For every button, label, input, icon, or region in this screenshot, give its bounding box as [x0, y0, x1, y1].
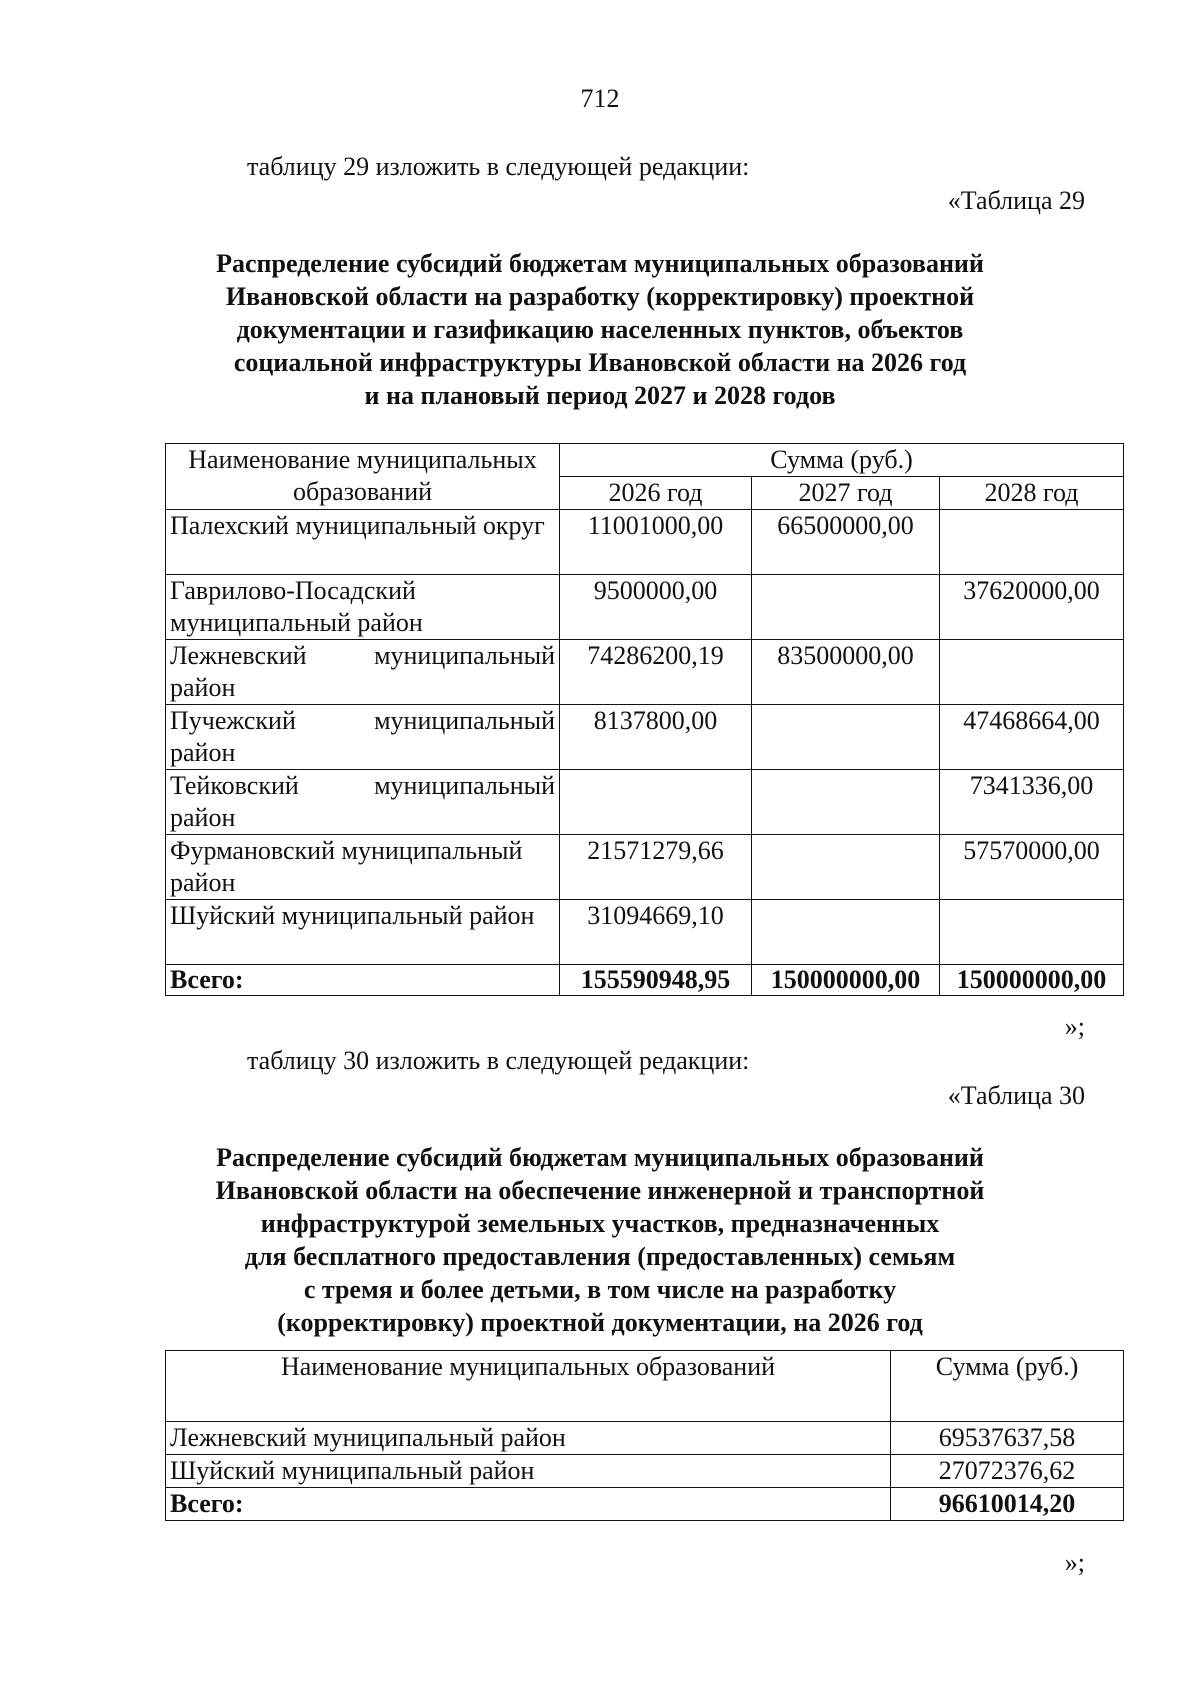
row-value-2028	[940, 510, 1124, 575]
row-value-2028: 47468664,00	[940, 705, 1124, 770]
table-29-closing: »;	[1064, 1012, 1085, 1041]
table-row	[166, 705, 1124, 770]
row-name: Шуйский муниципальный район	[166, 900, 560, 965]
heading-line: документации и газификацию населенных пунктов, объектов	[236, 315, 964, 344]
table-header-row	[166, 1351, 1124, 1422]
row-value-2026: 31094669,10	[560, 900, 752, 965]
row-name: Тейковский муниципальный район	[166, 770, 560, 835]
row-value-2027: 83500000,00	[752, 640, 940, 705]
heading-line: Распределение субсидий бюджетам муниципальных образований	[216, 249, 984, 278]
heading-line: социальной инфраструктуры Ивановской области на 2026 год	[233, 348, 967, 377]
heading-line: Распределение субсидий бюджетам муниципальных образований	[216, 1143, 984, 1172]
heading-line: с тремя и более детьми, в том числе на разработку	[303, 1275, 897, 1304]
table-29	[165, 443, 1124, 996]
row-name: Палехский муниципальный округ	[166, 510, 560, 575]
table-row	[166, 900, 1124, 965]
total-label: Всего:	[166, 1488, 891, 1521]
total-label: Всего:	[166, 965, 560, 996]
row-value-2027	[752, 900, 940, 965]
heading-line: Ивановской области на разработку (корректировку) проектной	[225, 282, 975, 311]
row-name: Шуйский муниципальный район	[166, 1455, 891, 1488]
row-name: Гаврилово-Посадский муниципальный район	[166, 575, 560, 640]
table-total-row	[166, 965, 1124, 996]
row-value-2027	[752, 835, 940, 900]
row-value: 27072376,62	[891, 1455, 1124, 1488]
table-row	[166, 1455, 1124, 1488]
row-value-2026: 74286200,19	[560, 640, 752, 705]
row-name: Лежневский муниципальный район	[166, 640, 560, 705]
row-name: Пучежский муниципальный район	[166, 705, 560, 770]
table-header-row	[166, 444, 1124, 477]
row-value-2026	[560, 770, 752, 835]
header-year-2028: 2028 год	[940, 477, 1124, 510]
header-name-cell: Наименование муниципальных образований	[166, 444, 560, 510]
row-value-2027	[752, 705, 940, 770]
row-value-2027: 66500000,00	[752, 510, 940, 575]
table-29-label: «Таблица 29	[947, 186, 1085, 215]
row-value-2027	[752, 575, 940, 640]
row-value-2026: 9500000,00	[560, 575, 752, 640]
table-30-closing: »;	[1064, 1548, 1085, 1577]
section-29-intro: таблицу 29 изложить в следующей редакции:	[247, 152, 750, 181]
row-value-2028: 7341336,00	[940, 770, 1124, 835]
heading-line: (корректировку) проектной документации, на 2026 год	[277, 1308, 923, 1337]
row-value-2028	[940, 640, 1124, 705]
heading-line: и на плановый период 2027 и 2028 годов	[364, 381, 836, 410]
table-row	[166, 640, 1124, 705]
table-30-heading	[150, 1141, 1050, 1339]
total-value-2027: 150000000,00	[752, 965, 940, 996]
row-value-2027	[752, 770, 940, 835]
table-30	[165, 1350, 1124, 1521]
total-value-2028: 150000000,00	[940, 965, 1124, 996]
table-total-row	[166, 1488, 1124, 1521]
row-value-2026: 21571279,66	[560, 835, 752, 900]
table-row	[166, 835, 1124, 900]
total-value: 96610014,20	[891, 1488, 1124, 1521]
row-name: Фурмановский муниципальный район	[166, 835, 560, 900]
header-year-2026: 2026 год	[560, 477, 752, 510]
row-name: Лежневский муниципальный район	[166, 1422, 891, 1455]
header-sum-cell: Сумма (руб.)	[891, 1351, 1124, 1422]
row-value-2028: 57570000,00	[940, 835, 1124, 900]
heading-line: инфраструктурой земельных участков, предназначенных	[260, 1209, 940, 1238]
row-value-2028	[940, 900, 1124, 965]
table-29-heading	[150, 247, 1050, 412]
header-sum-cell: Сумма (руб.)	[560, 444, 1124, 477]
table-30-label: «Таблица 30	[947, 1081, 1085, 1110]
row-value-2026: 11001000,00	[560, 510, 752, 575]
table-row	[166, 770, 1124, 835]
heading-line: для бесплатного предоставления (предоставленных) семьям	[244, 1242, 956, 1271]
table-row	[166, 575, 1124, 640]
row-value-2026: 8137800,00	[560, 705, 752, 770]
row-value: 69537637,58	[891, 1422, 1124, 1455]
section-30-intro: таблицу 30 изложить в следующей редакции:	[247, 1046, 750, 1075]
table-row	[166, 1422, 1124, 1455]
heading-line: Ивановской области на обеспечение инженерной и транспортной	[215, 1176, 985, 1205]
row-value-2028: 37620000,00	[940, 575, 1124, 640]
page-number: 712	[580, 84, 620, 113]
header-year-2027: 2027 год	[752, 477, 940, 510]
header-name-cell: Наименование муниципальных образований	[166, 1351, 891, 1422]
table-row	[166, 510, 1124, 575]
total-value-2026: 155590948,95	[560, 965, 752, 996]
